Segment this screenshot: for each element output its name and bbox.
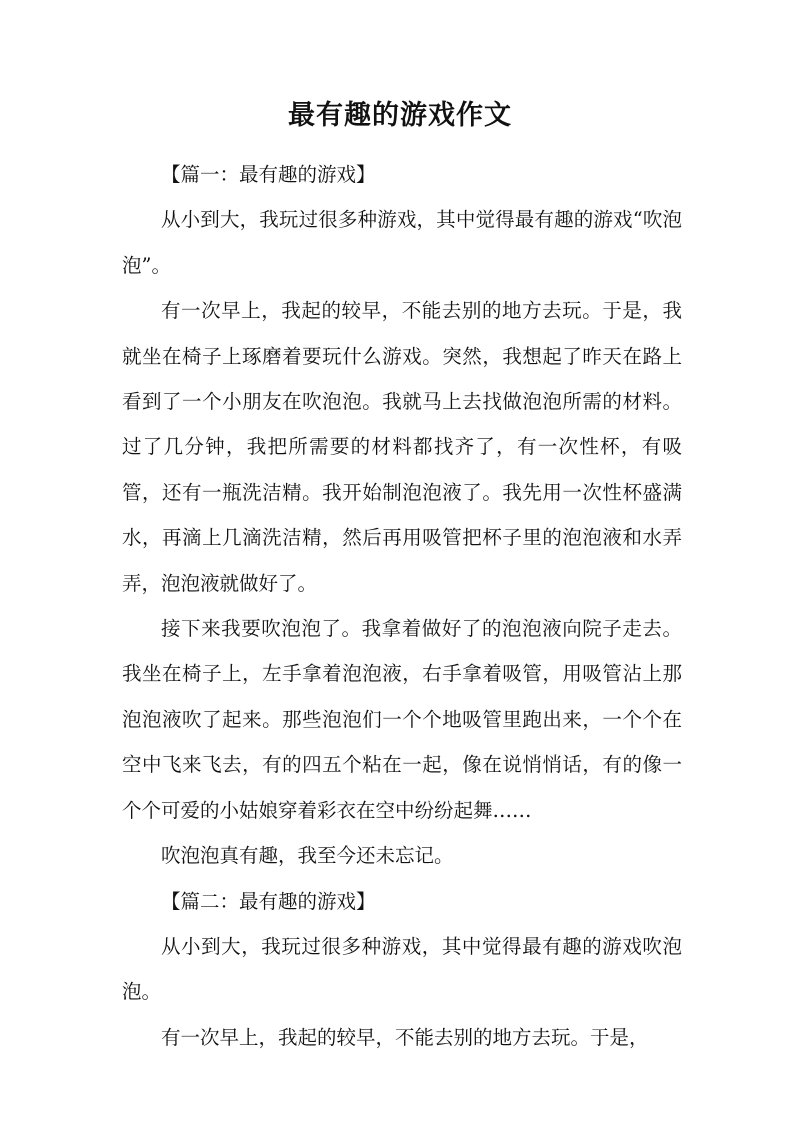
paragraph-3: 接下来我要吹泡泡了。我拿着做好了的泡泡液向院子走去。我坐在椅子上，左手拿着泡泡液，右手拿着吸管，用吸管沾上那泡泡液吹了起来。那些泡泡们一个个地吸管里跑出来，一个个在空中飞来飞去，有的四五个粘在一起，像在说悄悄话，有的像一个个可爱的小姑娘穿着彩衣在空中纷纷起舞…… [122,617,682,822]
document-body [122,152,682,1060]
paragraph-5: 从小到大，我玩过很多种游戏，其中觉得最有趣的游戏吹泡泡。 [122,934,682,1004]
paragraph-4: 吹泡泡真有趣，我至今还未忘记。 [161,844,454,868]
paragraph-2: 有一次早上，我起的较早，不能去别的地方去玩。于是，我就坐在椅子上琢磨着要玩什么游戏。突然，我想起了昨天在路上看到了一个小朋友在吹泡泡。我就马上去找做泡泡所需的材料。过了几分钟，我把所需要的材料都找齐了，有一次性杯，有吸管，还有一瓶洗洁精。我开始制泡泡液了。我先用一次性杯盛满水，再滴上几滴洗洁精，然后再用吸管把杯子里的泡泡液和水弄弄，泡泡液就做好了。 [122,299,682,595]
section-heading-1: 【篇一：最有趣的游戏】 [161,163,376,186]
paragraph-1: 从小到大，我玩过很多种游戏，其中觉得最有趣的游戏“吹泡泡”。 [122,208,682,277]
section-heading-2: 【篇二：最有趣的游戏】 [161,889,376,913]
document-title: 最有趣的游戏作文 [288,100,512,131]
paragraph-6: 有一次早上，我起的较早，不能去别的地方去玩。于是， [161,1025,649,1049]
